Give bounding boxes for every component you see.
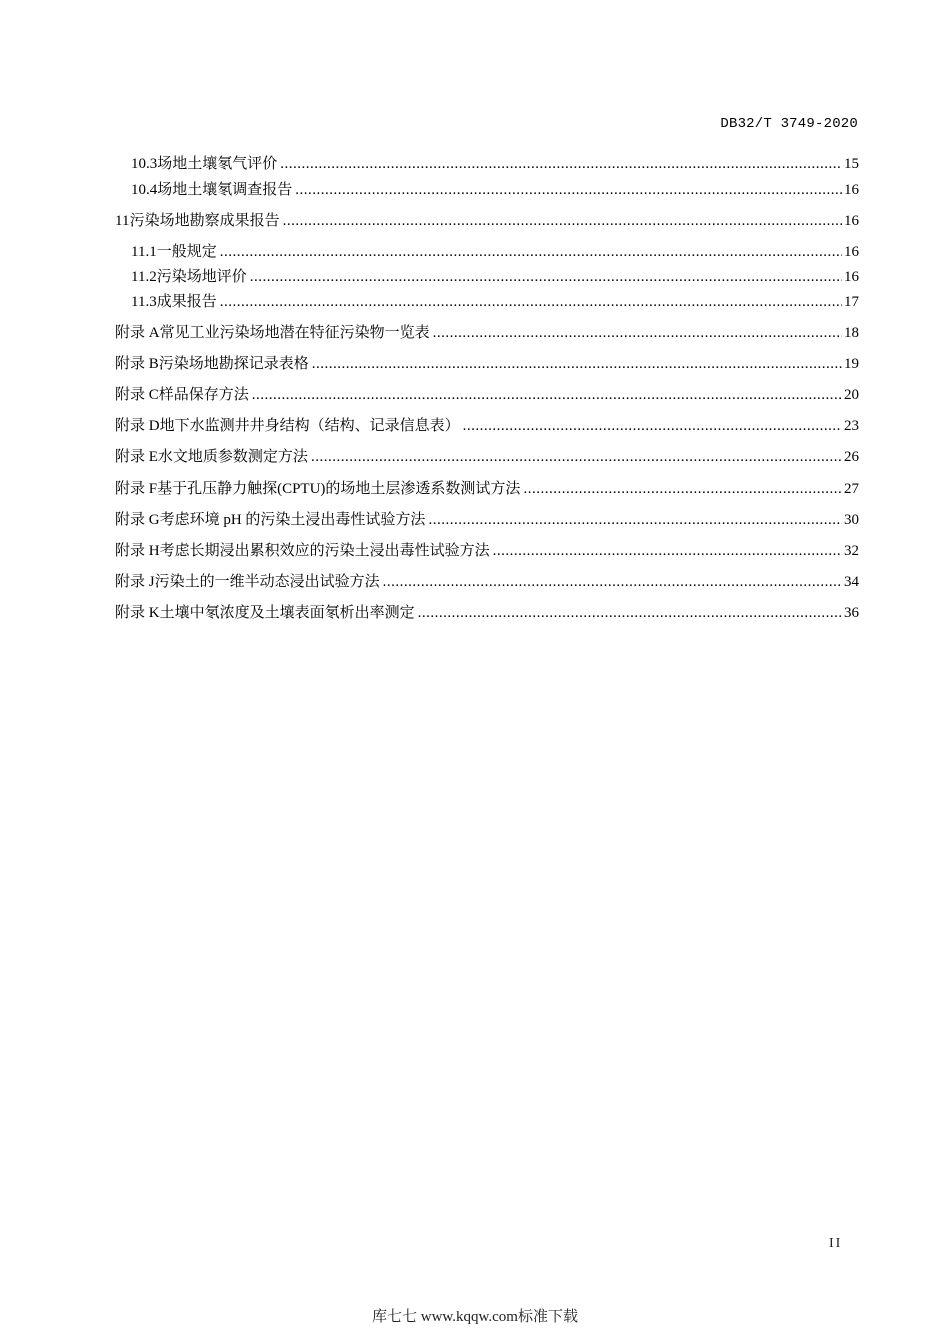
toc-entry-title: 一般规定: [156, 244, 217, 260]
toc-leader-dots: [220, 292, 842, 312]
toc-leader-dots: [418, 603, 842, 623]
toc-entry-page: 17: [844, 294, 859, 310]
toc-entry-number: 11.3: [131, 294, 157, 310]
toc-entry-page: 16: [844, 244, 859, 260]
toc-entry[interactable]: [115, 385, 859, 405]
toc-entry-title: 考虑环境 pH 的污染土浸出毒性试验方法: [159, 512, 426, 528]
toc-entry[interactable]: [115, 479, 859, 499]
toc-entry-page: 16: [844, 182, 859, 198]
toc-leader-dots: [493, 541, 842, 561]
toc-leader-dots: [295, 180, 842, 200]
toc-entry-number: 附录 J: [115, 574, 155, 590]
toc-entry-page: 16: [844, 269, 859, 285]
toc-entry-number: 附录 E: [115, 449, 158, 465]
toc-entry-number: 附录 F: [115, 481, 158, 497]
toc-entry-number: 10.3: [131, 156, 158, 172]
toc-entry[interactable]: [115, 323, 859, 343]
toc-entry-number: 11.1: [131, 244, 157, 260]
toc-entry[interactable]: [131, 267, 859, 287]
toc-leader-dots: [433, 323, 842, 343]
toc-entry-number: 附录 D: [115, 418, 160, 434]
toc-entry-number: 10.4: [131, 182, 158, 198]
footer-watermark[interactable]: 库七七 www.kqqw.com标准下载: [372, 1309, 578, 1325]
toc-leader-dots: [280, 154, 842, 174]
toc-entry-number: 附录 C: [115, 387, 159, 403]
toc-entry-number: 附录 B: [115, 356, 159, 372]
toc-leader-dots: [523, 479, 842, 499]
toc-entry-page: 34: [844, 574, 859, 590]
toc-leader-dots: [311, 447, 842, 467]
toc-entry-page: 26: [844, 449, 859, 465]
toc-entry-title: 样品保存方法: [158, 387, 249, 403]
toc-entry[interactable]: [131, 242, 859, 262]
toc-entry[interactable]: [131, 154, 859, 174]
document-code: DB32/T 3749-2020: [720, 116, 858, 132]
toc-leader-dots: [463, 416, 842, 436]
toc-entry-title: 污染场地勘察成果报告: [129, 213, 280, 229]
toc-leader-dots: [283, 211, 842, 231]
toc-entry-number: 11: [115, 213, 130, 229]
toc-entry-page: 20: [844, 387, 859, 403]
toc-leader-dots: [252, 385, 842, 405]
toc-entry-number: 附录 G: [115, 512, 160, 528]
toc-entry-title: 水文地质参数测定方法: [157, 449, 308, 465]
toc-leader-dots: [250, 267, 842, 287]
toc-entry-page: 15: [844, 156, 859, 172]
toc-entry-page: 18: [844, 325, 859, 341]
toc-entry-title: 场地土壤氡气评价: [157, 156, 278, 172]
toc-entry[interactable]: [115, 211, 859, 231]
toc-leader-dots: [383, 572, 842, 592]
toc-leader-dots: [220, 242, 842, 262]
toc-entry[interactable]: [115, 354, 859, 374]
toc-entry-page: 23: [844, 418, 859, 434]
toc-entry-title: 基于孔压静力触探(CPTU)的场地土层渗透系数测试方法: [157, 481, 521, 497]
toc-entry-title: 土壤中氡浓度及土壤表面氡析出率测定: [159, 605, 415, 621]
toc-entry[interactable]: [115, 510, 859, 530]
toc-entry-title: 考虑长期浸出累积效应的污染土浸出毒性试验方法: [159, 543, 490, 559]
toc-entry[interactable]: [131, 180, 859, 200]
toc-entry-title: 污染场地勘探记录表格: [158, 356, 309, 372]
toc-leader-dots: [312, 354, 842, 374]
toc-entry-number: 11.2: [131, 269, 157, 285]
toc-entry-page: 27: [844, 481, 859, 497]
toc-entry-title: 污染土的一维半动态浸出试验方法: [154, 574, 380, 590]
page-number: II: [829, 1236, 843, 1251]
toc-entry-page: 16: [844, 213, 859, 229]
toc-entry[interactable]: [115, 572, 859, 592]
toc-entry-page: 30: [844, 512, 859, 528]
toc-entry-page: 32: [844, 543, 859, 559]
toc-entry[interactable]: [131, 292, 859, 312]
toc-entry-number: 附录 A: [115, 325, 160, 341]
toc-entry-page: 19: [844, 356, 859, 372]
toc-entry[interactable]: [115, 416, 859, 436]
toc-entry-title: 常见工业污染场地潜在特征污染物一览表: [159, 325, 430, 341]
toc-entry[interactable]: [115, 447, 859, 467]
toc-entry-title: 成果报告: [156, 294, 217, 310]
toc-entry[interactable]: [115, 603, 859, 623]
toc-entry-title: 污染场地评价: [156, 269, 247, 285]
toc-entry-number: 附录 K: [115, 605, 160, 621]
toc-entry-title: 场地土壤氡调查报告: [157, 182, 293, 198]
toc-entry-number: 附录 H: [115, 543, 160, 559]
toc-entry-title: 地下水监测井井身结构（结构、记录信息表）: [159, 418, 460, 434]
toc-leader-dots: [428, 510, 842, 530]
toc-entry-page: 36: [844, 605, 859, 621]
toc-entry[interactable]: [115, 541, 859, 561]
